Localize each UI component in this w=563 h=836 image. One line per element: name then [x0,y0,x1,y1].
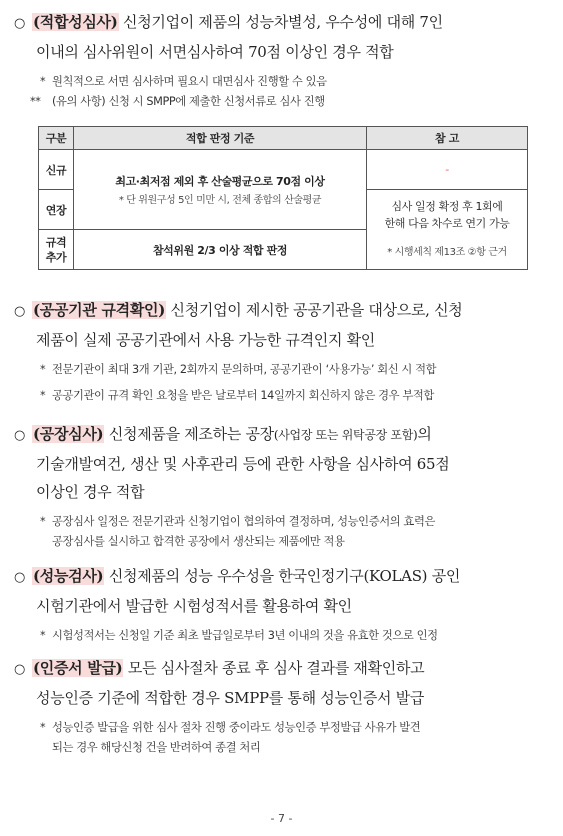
heading-continuation: 시험기관에서 발급한 시험성적서를 활용하여 확인 [36,597,352,615]
section-title: (공공기관 규격확인) [33,301,166,319]
row-label-spec-add: 규격 추가 [39,230,74,270]
heading-continuation: 이내의 심사위원이 서면심사하여 70점 이상인 경우 적합 [36,43,394,61]
footnote: * 공공기관이 규격 확인 요청을 받은 날로부터 14일까지 회신하지 않은 경우 부적합 [40,389,434,402]
section-heading: ○ (공장심사) 신청제품을 제조하는 공장(사업장 또는 위탁공장 포함)의 [14,420,542,450]
section-factory-audit [14,420,542,552]
heading-continuation: 이상인 경우 적합 [36,483,145,501]
page-number: - 7 - [270,812,293,825]
section-heading: ○ (인증서 발급) 모든 심사절차 종료 후 심사 결과를 재확인하고 [14,654,542,684]
section-heading: ○ (공공기관 규격확인) 신청기업이 제시한 공공기관을 대상으로, 신청 [14,296,542,326]
heading-continuation: 제품이 실제 공공기관에서 사용 가능한 규격인지 확인 [36,331,375,349]
table-header-category: 구분 [39,127,74,150]
reference-extension: 심사 일정 확정 후 1회에 한해 다음 차수로 연기 가능 * 시행세칙 제13조 ②항 근거 [367,190,528,270]
footnote: * 원칙적으로 서면 심사하며 필요시 대면심사 진행할 수 있음 [40,75,327,88]
footnote: * 시험성적서는 신청일 기준 최초 발급일로부터 3년 이내의 것을 유효한 것으로 인정 [40,629,438,642]
section-public-agency-check [14,296,542,406]
circle-bullet-icon: ○ [14,662,26,677]
heading-text: 신청기업이 제품의 성능차별성, 우수성에 대해 7인 [118,13,443,31]
section-suitability-review [14,8,542,112]
table-header-criteria: 적합 판정 기준 [74,127,367,150]
section-heading [14,8,542,38]
criteria-cell: 최고·최저점 제외 후 산술평균으로 70점 이상 * 단 위원구성 5인 미만 시, 전체 종합의 산술평균 [74,150,367,230]
footnote: ** (유의 사항) 신청 시 SMPP에 제출한 신청서류로 심사 진행 [30,95,325,108]
footnote: * 성능인증 발급을 위한 심사 절차 진행 중이라도 성능인증 부정발급 사유가 발견 되는 경우 해당신청 건을 반려하여 종결 처리 [40,721,421,754]
row-label-new: 신규 [39,150,74,190]
circle-bullet-icon: ○ [14,570,26,585]
circle-bullet-icon: ○ [14,16,26,31]
table-header-reference: 참 고 [367,127,528,150]
circle-bullet-icon: ○ [14,304,26,319]
section-title: (공장심사) [33,425,104,443]
footnote: * 공장심사 일정은 전문기관과 신청기업이 협의하여 결정하며, 성능인증서의 효력은 공장심사를 실시하고 합격한 공장에서 생산되는 제품에만 적용 [40,515,435,548]
section-certificate-issuance [14,654,542,758]
section-heading: ○ (성능검사) 신청제품의 성능 우수성을 한국인정기구(KOLAS) 공인 [14,562,542,592]
heading-continuation: 성능인증 기준에 적합한 경우 SMPP를 통해 성능인증서 발급 [36,689,425,707]
heading-continuation: 기술개발여건, 생산 및 사후관리 등에 관한 사항을 심사하여 65점 [36,455,450,473]
reference-new: - [367,150,528,190]
row-label-extension: 연장 [39,190,74,230]
circle-bullet-icon: ○ [14,428,26,443]
criteria-row3: 참석위원 2/3 이상 적합 판정 [74,230,367,270]
section-title: (성능검사) [33,567,104,585]
section-performance-test [14,562,542,646]
criteria-table [38,126,528,270]
section-title: (적합성심사) [33,13,118,31]
footnote: * 전문기관이 최대 3개 기관, 2회까지 문의하며, 공공기관이 ‘사용가능’ 회신 시 적합 [40,363,437,376]
section-title: (인증서 발급) [33,659,123,677]
